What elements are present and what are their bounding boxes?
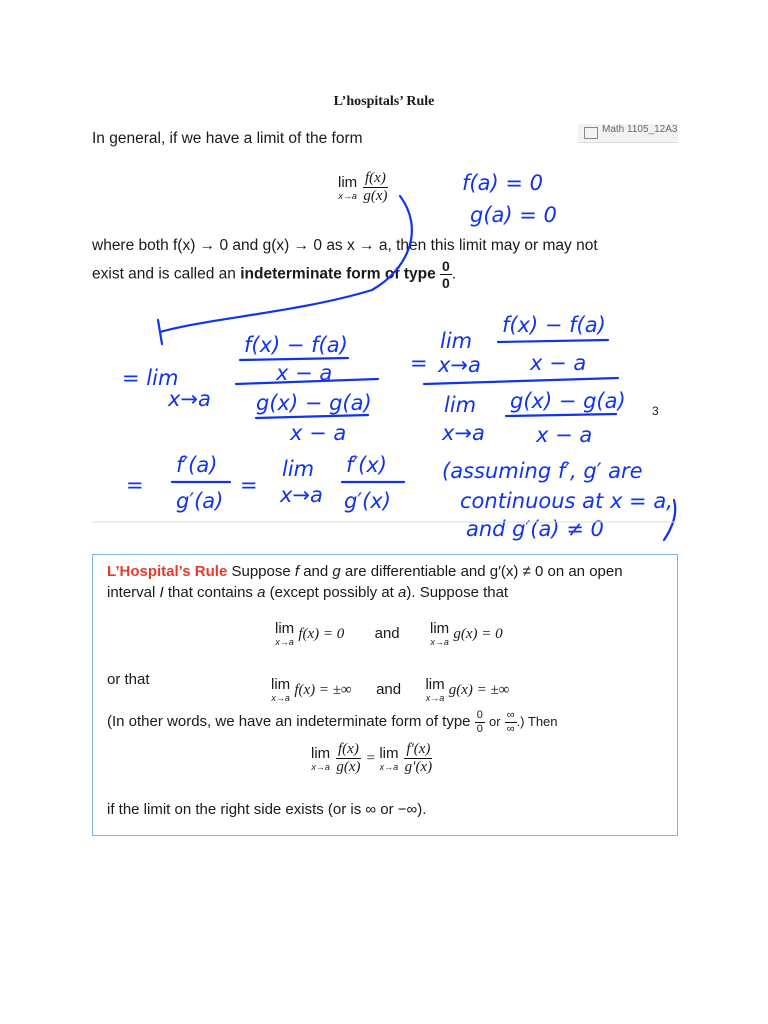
hand-eq2-bot-bar xyxy=(506,414,616,416)
hand-eq2-bot-lim: lim xyxy=(444,393,477,417)
hand-eq3-num2: f′(x) xyxy=(346,453,387,477)
frac-zero-zero: $\frac{0}{0}$ xyxy=(476,709,483,735)
hand-eq1-den-bot: x − a xyxy=(290,421,347,445)
indeterminate-line: exist and is called an indeterminate form of type $\frac{0}{0}$ . xyxy=(92,258,457,292)
hand-arrow-curve xyxy=(160,196,412,332)
hand-eq3-lim: lim xyxy=(282,457,315,481)
hand-eq2-bot-sub: x→a xyxy=(442,421,485,445)
in-other-words: (In other words, we have an indeterminate form of type $\frac{0}{0}$ or $\frac{\infty}{\infty}$ .) Then xyxy=(107,709,558,735)
condition-line: where both f(x) → 0 and g(x) → 0 as x → a, then this limit may or may not xyxy=(92,237,598,254)
hand-eq1-line-b xyxy=(256,415,368,418)
hand-eq3-sub: x→a xyxy=(280,483,323,507)
hand-eq2-top-bar xyxy=(498,340,608,342)
hand-eq3-eq: = xyxy=(126,473,144,497)
hand-eq2-top-sub: x→a xyxy=(438,353,481,377)
hand-eq1-sub: x→a xyxy=(168,387,211,411)
rule-last-line: if the limit on the right side exists (or is ∞ or −∞). xyxy=(107,801,427,818)
or-that: or that xyxy=(107,671,150,688)
hand-eq1-den-top: g(x) − g(a) xyxy=(256,391,372,415)
hand-note-2: continuous at x = a, xyxy=(460,489,673,513)
page-number: 3 xyxy=(652,404,659,418)
rule-heading: L’Hospital’s Rule xyxy=(107,563,228,580)
hand-note-1: (assuming f′, g′ are xyxy=(442,459,643,483)
hand-eq2-bot-frac-num: g(x) − g(a) xyxy=(510,389,626,413)
zero-over-zero: $\frac{0}{0}$ xyxy=(442,258,450,292)
hand-ga: g(a) = 0 xyxy=(470,203,557,227)
rule-line2: interval I that contains a (except possibly at a). Suppose that xyxy=(107,584,509,601)
hand-eq1-num-top: f(x) − f(a) xyxy=(244,333,348,357)
rule-box xyxy=(92,554,678,836)
hand-eq1-lhs: = lim xyxy=(122,366,179,390)
rule-conclusion: lim x→a $\frac{f(x)}{g(x)}$ = lim x→a $\frac{f'(x)}{g'(x)}$ xyxy=(311,741,433,776)
hand-eq-sign-2: = xyxy=(410,351,428,375)
hand-eq1-line-a xyxy=(240,358,348,360)
limit-fraction: $\frac{f(x)}{g(x)}$ xyxy=(363,170,388,205)
hand-eq1-num-bot: x − a xyxy=(276,361,333,385)
limit-operator: lim x→a xyxy=(338,173,358,201)
tab-label-text: Math 1105_12A3 xyxy=(602,124,678,135)
intro-line: In general, if we have a limit of the form xyxy=(92,130,363,147)
hand-fa: f(a) = 0 xyxy=(462,171,543,195)
frac-inf-inf: $\frac{\infty}{\infty}$ xyxy=(506,709,515,735)
hand-eq3-den2: g′(x) xyxy=(344,489,391,513)
hand-eq2-main-bar xyxy=(424,378,618,384)
hand-eq2-bot-frac-den: x − a xyxy=(536,423,593,447)
hand-eq2-top-frac-den: x − a xyxy=(530,351,587,375)
hand-eq3-frac-num: f′(a) xyxy=(176,453,218,477)
hand-eq3-frac-den: g′(a) xyxy=(176,489,224,513)
page-title: L’hospitals’ Rule xyxy=(333,94,435,109)
condition-infinity: lim x→a f(x) = ±∞ and lim x→a g(x) = ±∞ xyxy=(271,676,510,703)
rule-intro: L’Hospital’s Rule Suppose f and g are differentiable and g′(x) ≠ 0 on an open xyxy=(107,563,623,580)
condition-zero: lim x→a f(x) = 0 and lim x→a g(x) = 0 xyxy=(275,620,503,647)
hand-note-3: and g′(a) ≠ 0 xyxy=(466,517,604,541)
hand-eq2-top-frac-num: f(x) − f(a) xyxy=(502,313,606,337)
hand-eq3-eq2: = xyxy=(240,473,258,497)
hand-eq2-top-lim: lim xyxy=(440,329,473,353)
